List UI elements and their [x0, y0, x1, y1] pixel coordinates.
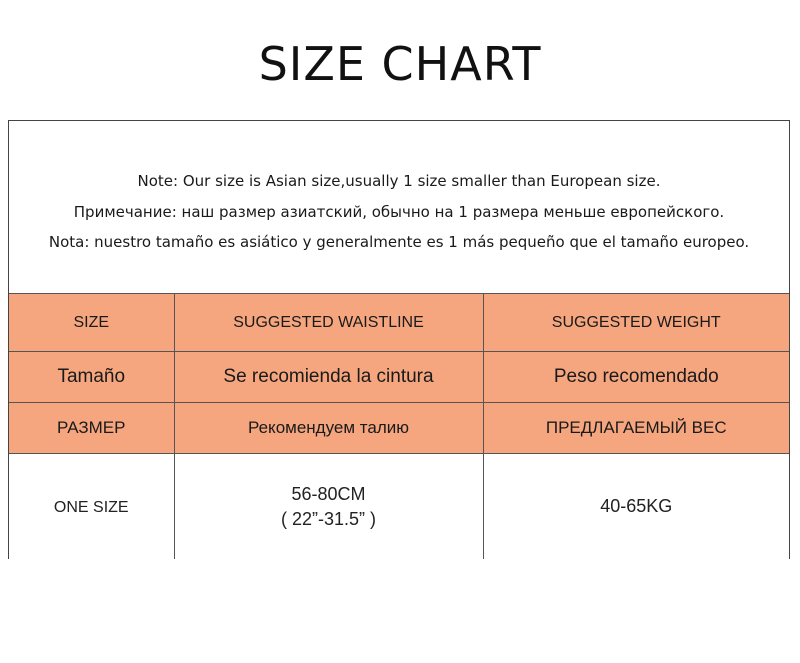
- waistline-value-cell: [174, 454, 483, 560]
- header-waistline-spanish: Se recomienda la cintura: [174, 352, 483, 403]
- header-size-russian: РАЗМЕР: [9, 403, 174, 454]
- weight-value-cell: [483, 454, 789, 560]
- size-table: [9, 294, 789, 559]
- waistline-inch-value: ( 22”-31.5” ): [280, 508, 377, 529]
- waistline-cm-value: 56-80CM: [291, 483, 366, 504]
- weight-value: 40-65KG: [600, 496, 673, 516]
- header-weight-russian: ПРЕДЛАГАЕМЫЙ ВЕС: [483, 403, 789, 454]
- size-value: ONE SIZE: [53, 498, 129, 516]
- header-waistline-russian: Рекомендуем талию: [174, 403, 483, 454]
- header-weight-english: SUGGESTED WEIGHT: [483, 294, 789, 352]
- page-title: SIZE CHART: [258, 37, 542, 91]
- header-row-english: [9, 294, 789, 352]
- header-size-spanish: Tamaño: [9, 352, 174, 403]
- size-chart-sheet: [8, 120, 790, 559]
- table-row: [9, 454, 789, 560]
- header-row-spanish: [9, 352, 789, 403]
- header-row-russian: [9, 403, 789, 454]
- header-weight-spanish: Peso recomendado: [483, 352, 789, 403]
- header-size-english: SIZE: [9, 294, 174, 352]
- size-note-box: [9, 121, 789, 294]
- header-waistline-english: SUGGESTED WAISTLINE: [174, 294, 483, 352]
- size-note-english: Note: Our size is Asian size,usually 1 size smaller than European size.: [137, 172, 661, 190]
- size-note-russian: Примечание: наш размер азиатский, обычно на 1 размера меньше европейского.: [73, 203, 725, 221]
- size-value-cell: [9, 454, 174, 560]
- size-note-spanish: Nota: nuestro tamaño es asiático y generalmente es 1 más pequeño que el tamaño europeo.: [48, 233, 750, 251]
